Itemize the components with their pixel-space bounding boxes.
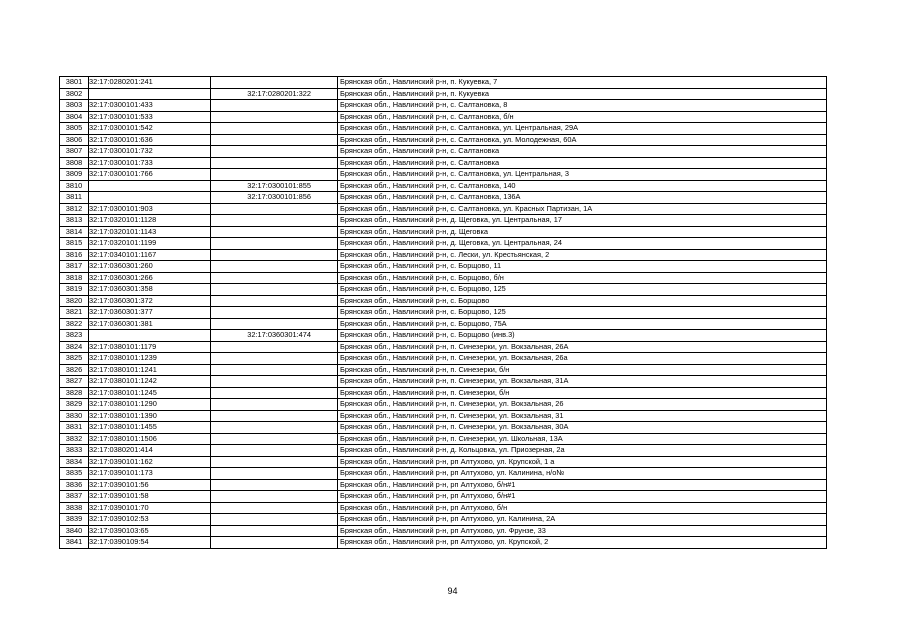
row-number-cell: 3808 xyxy=(60,157,89,169)
cadastral-number-alt-cell xyxy=(211,491,338,503)
cadastral-number-cell: 32:17:0380101:1506 xyxy=(89,433,211,445)
cadastral-number-cell: 32:17:0380101:1245 xyxy=(89,387,211,399)
cadastral-number-alt-cell xyxy=(211,111,338,123)
address-cell: Брянская обл., Навлинский р-н, д. Щеговка, ул. Центральная, 24 xyxy=(338,238,827,250)
address-cell: Брянская обл., Навлинский р-н, рп Алтухово, б/н#1 xyxy=(338,491,827,503)
row-number-cell: 3829 xyxy=(60,399,89,411)
address-cell: Брянская обл., Навлинский р-н, рп Алтухово, ул. Крупской, 2 xyxy=(338,537,827,549)
address-cell: Брянская обл., Навлинский р-н, д. Кольцовка, ул. Приозерная, 2а xyxy=(338,445,827,457)
cadastral-number-alt-cell xyxy=(211,215,338,227)
cadastral-number-cell: 32:17:0300101:433 xyxy=(89,100,211,112)
row-number-cell: 3832 xyxy=(60,433,89,445)
row-number-cell: 3836 xyxy=(60,479,89,491)
row-number-cell: 3839 xyxy=(60,514,89,526)
address-cell: Брянская обл., Навлинский р-н, п. Кукуевка xyxy=(338,88,827,100)
table-row xyxy=(60,468,827,480)
cadastral-number-alt-cell xyxy=(211,307,338,319)
table-row xyxy=(60,295,827,307)
cadastral-number-cell: 32:17:0280201:241 xyxy=(89,77,211,89)
address-cell: Брянская обл., Навлинский р-н, с. Салтановка xyxy=(338,157,827,169)
cadastral-number-alt-cell xyxy=(211,134,338,146)
cadastral-number-cell: 32:17:0360301:358 xyxy=(89,284,211,296)
table-row xyxy=(60,318,827,330)
cadastral-number-cell: 32:17:0300101:732 xyxy=(89,146,211,158)
cadastral-number-alt-cell xyxy=(211,433,338,445)
row-number-cell: 3811 xyxy=(60,192,89,204)
cadastral-number-cell: 32:17:0390109:54 xyxy=(89,537,211,549)
cadastral-number-cell: 32:17:0320101:1143 xyxy=(89,226,211,238)
cadastral-number-alt-cell xyxy=(211,537,338,549)
cadastral-number-alt-cell: 32:17:0360301:474 xyxy=(211,330,338,342)
row-number-cell: 3821 xyxy=(60,307,89,319)
row-number-cell: 3815 xyxy=(60,238,89,250)
cadastral-number-alt-cell xyxy=(211,284,338,296)
cadastral-number-cell: 32:17:0360301:377 xyxy=(89,307,211,319)
table-row xyxy=(60,192,827,204)
cadastral-number-alt-cell xyxy=(211,502,338,514)
address-cell: Брянская обл., Навлинский р-н, рп Алтухово, ул. Калинина, 2А xyxy=(338,514,827,526)
row-number-cell: 3802 xyxy=(60,88,89,100)
cadastral-number-cell xyxy=(89,180,211,192)
table-row xyxy=(60,272,827,284)
table-row xyxy=(60,479,827,491)
table-row xyxy=(60,514,827,526)
table-row xyxy=(60,387,827,399)
cadastral-number-alt-cell xyxy=(211,410,338,422)
cadastral-number-cell: 32:17:0360301:372 xyxy=(89,295,211,307)
cadastral-number-alt-cell: 32:17:0300101:856 xyxy=(211,192,338,204)
row-number-cell: 3813 xyxy=(60,215,89,227)
table-row xyxy=(60,77,827,89)
address-cell: Брянская обл., Навлинский р-н, п. Синезерки, ул. Школьная, 13А xyxy=(338,433,827,445)
cadastral-number-cell xyxy=(89,192,211,204)
cadastral-number-cell: 32:17:0390101:58 xyxy=(89,491,211,503)
address-cell: Брянская обл., Навлинский р-н, с. Борщово, 11 xyxy=(338,261,827,273)
row-number-cell: 3804 xyxy=(60,111,89,123)
cadastral-number-cell: 32:17:0380101:1239 xyxy=(89,353,211,365)
address-cell: Брянская обл., Навлинский р-н, п. Синезерки, ул. Вокзальная, 31 xyxy=(338,410,827,422)
address-cell: Брянская обл., Навлинский р-н, п. Синезерки, ул. Вокзальная, 31А xyxy=(338,376,827,388)
row-number-cell: 3812 xyxy=(60,203,89,215)
cadastral-number-alt-cell xyxy=(211,169,338,181)
row-number-cell: 3818 xyxy=(60,272,89,284)
cadastral-number-cell xyxy=(89,330,211,342)
address-cell: Брянская обл., Навлинский р-н, п. Синезерки, б/н xyxy=(338,387,827,399)
address-cell: Брянская обл., Навлинский р-н, с. Салтановка, ул. Молодежная, 60А xyxy=(338,134,827,146)
address-cell: Брянская обл., Навлинский р-н, с. Салтановка, 8 xyxy=(338,100,827,112)
address-cell: Брянская обл., Навлинский р-н, рп Алтухово, ул. Калинина, н/о№ xyxy=(338,468,827,480)
row-number-cell: 3819 xyxy=(60,284,89,296)
address-cell: Брянская обл., Навлинский р-н, с. Салтановка, ул. Красных Партизан, 1А xyxy=(338,203,827,215)
table-row xyxy=(60,376,827,388)
row-number-cell: 3826 xyxy=(60,364,89,376)
address-cell: Брянская обл., Навлинский р-н, с. Салтановка, 136А xyxy=(338,192,827,204)
cadastral-number-alt-cell xyxy=(211,203,338,215)
table-row xyxy=(60,249,827,261)
address-cell: Брянская обл., Навлинский р-н, с. Борщово, 75А xyxy=(338,318,827,330)
cadastral-number-cell: 32:17:0300101:542 xyxy=(89,123,211,135)
table-row xyxy=(60,364,827,376)
cadastral-number-alt-cell xyxy=(211,77,338,89)
property-registry-table xyxy=(59,76,827,549)
address-cell: Брянская обл., Навлинский р-н, п. Синезерки, ул. Вокзальная, 26а xyxy=(338,353,827,365)
cadastral-number-cell: 32:17:0380201:414 xyxy=(89,445,211,457)
table-row xyxy=(60,353,827,365)
table-row xyxy=(60,215,827,227)
table-row xyxy=(60,399,827,411)
address-cell: Брянская обл., Навлинский р-н, рп Алтухово, ул. Фрунзе, 33 xyxy=(338,525,827,537)
table-row xyxy=(60,100,827,112)
table-row xyxy=(60,422,827,434)
table-row xyxy=(60,491,827,503)
cadastral-number-cell: 32:17:0300101:766 xyxy=(89,169,211,181)
cadastral-number-cell: 32:17:0360301:381 xyxy=(89,318,211,330)
cadastral-number-cell: 32:17:0320101:1199 xyxy=(89,238,211,250)
address-cell: Брянская обл., Навлинский р-н, рп Алтухово, ул. Крупской, 1 а xyxy=(338,456,827,468)
page-number: 94 xyxy=(447,586,458,596)
table-row xyxy=(60,410,827,422)
table-row xyxy=(60,525,827,537)
table-row xyxy=(60,180,827,192)
cadastral-number-alt-cell xyxy=(211,456,338,468)
address-cell: Брянская обл., Навлинский р-н, с. Борщово, б/н xyxy=(338,272,827,284)
address-cell: Брянская обл., Навлинский р-н, с. Салтановка, ул. Центральная, 3 xyxy=(338,169,827,181)
cadastral-number-alt-cell xyxy=(211,525,338,537)
cadastral-number-alt-cell xyxy=(211,341,338,353)
address-cell: Брянская обл., Навлинский р-н, п. Синезерки, ул. Вокзальная, 26 xyxy=(338,399,827,411)
row-number-cell: 3803 xyxy=(60,100,89,112)
row-number-cell: 3835 xyxy=(60,468,89,480)
cadastral-number-cell: 32:17:0380101:1290 xyxy=(89,399,211,411)
address-cell: Брянская обл., Навлинский р-н, п. Синезерки, ул. Вокзальная, 26А xyxy=(338,341,827,353)
cadastral-number-alt-cell xyxy=(211,123,338,135)
table-row xyxy=(60,445,827,457)
row-number-cell: 3841 xyxy=(60,537,89,549)
address-cell: Брянская обл., Навлинский р-н, с. Борщово xyxy=(338,295,827,307)
cadastral-number-cell: 32:17:0300101:636 xyxy=(89,134,211,146)
address-cell: Брянская обл., Навлинский р-н, с. Лески, ул. Крестьянская, 2 xyxy=(338,249,827,261)
table-row xyxy=(60,146,827,158)
cadastral-number-alt-cell xyxy=(211,146,338,158)
cadastral-number-alt-cell xyxy=(211,514,338,526)
table-row xyxy=(60,111,827,123)
row-number-cell: 3816 xyxy=(60,249,89,261)
table-row xyxy=(60,456,827,468)
cadastral-number-cell: 32:17:0380101:1241 xyxy=(89,364,211,376)
row-number-cell: 3822 xyxy=(60,318,89,330)
address-cell: Брянская обл., Навлинский р-н, с. Салтановка, 140 xyxy=(338,180,827,192)
cadastral-number-cell: 32:17:0390103:65 xyxy=(89,525,211,537)
cadastral-number-alt-cell xyxy=(211,445,338,457)
table-row xyxy=(60,238,827,250)
row-number-cell: 3833 xyxy=(60,445,89,457)
cadastral-number-cell: 32:17:0320101:1128 xyxy=(89,215,211,227)
row-number-cell: 3830 xyxy=(60,410,89,422)
address-cell: Брянская обл., Навлинский р-н, с. Салтановка xyxy=(338,146,827,158)
row-number-cell: 3837 xyxy=(60,491,89,503)
table-row xyxy=(60,123,827,135)
cadastral-number-cell: 32:17:0390101:70 xyxy=(89,502,211,514)
row-number-cell: 3831 xyxy=(60,422,89,434)
cadastral-number-cell: 32:17:0360301:260 xyxy=(89,261,211,273)
cadastral-number-cell: 32:17:0300101:903 xyxy=(89,203,211,215)
table-body xyxy=(60,77,827,549)
row-number-cell: 3817 xyxy=(60,261,89,273)
cadastral-number-alt-cell xyxy=(211,353,338,365)
table-row xyxy=(60,157,827,169)
address-cell: Брянская обл., Навлинский р-н, с. Салтановка, б/н xyxy=(338,111,827,123)
cadastral-number-cell: 32:17:0360301:266 xyxy=(89,272,211,284)
cadastral-number-cell: 32:17:0380101:1455 xyxy=(89,422,211,434)
table-row xyxy=(60,284,827,296)
cadastral-number-alt-cell xyxy=(211,272,338,284)
cadastral-number-cell: 32:17:0300101:733 xyxy=(89,157,211,169)
cadastral-number-alt-cell xyxy=(211,100,338,112)
cadastral-number-alt-cell xyxy=(211,479,338,491)
row-number-cell: 3828 xyxy=(60,387,89,399)
cadastral-number-alt-cell xyxy=(211,387,338,399)
address-cell: Брянская обл., Навлинский р-н, с. Борщово, 125 xyxy=(338,307,827,319)
row-number-cell: 3827 xyxy=(60,376,89,388)
cadastral-number-alt-cell xyxy=(211,157,338,169)
row-number-cell: 3840 xyxy=(60,525,89,537)
cadastral-number-alt-cell xyxy=(211,261,338,273)
table-row xyxy=(60,169,827,181)
cadastral-number-alt-cell xyxy=(211,318,338,330)
cadastral-number-alt-cell: 32:17:0280201:322 xyxy=(211,88,338,100)
row-number-cell: 3814 xyxy=(60,226,89,238)
cadastral-number-alt-cell xyxy=(211,364,338,376)
cadastral-number-alt-cell xyxy=(211,295,338,307)
cadastral-number-cell: 32:17:0390101:56 xyxy=(89,479,211,491)
row-number-cell: 3824 xyxy=(60,341,89,353)
cadastral-number-cell: 32:17:0390101:173 xyxy=(89,468,211,480)
cadastral-number-cell: 32:17:0300101:533 xyxy=(89,111,211,123)
address-cell: Брянская обл., Навлинский р-н, п. Кукуевка, 7 xyxy=(338,77,827,89)
address-cell: Брянская обл., Навлинский р-н, с. Борщово (инв.3) xyxy=(338,330,827,342)
row-number-cell: 3805 xyxy=(60,123,89,135)
address-cell: Брянская обл., Навлинский р-н, д. Щеговка, ул. Центральная, 17 xyxy=(338,215,827,227)
table-row xyxy=(60,261,827,273)
cadastral-number-cell: 32:17:0380101:1242 xyxy=(89,376,211,388)
table-row xyxy=(60,134,827,146)
table-row xyxy=(60,226,827,238)
address-cell: Брянская обл., Навлинский р-н, п. Синезерки, ул. Вокзальная, 30А xyxy=(338,422,827,434)
cadastral-number-alt-cell: 32:17:0300101:855 xyxy=(211,180,338,192)
table-row xyxy=(60,203,827,215)
table-row xyxy=(60,537,827,549)
cadastral-number-cell: 32:17:0390102:53 xyxy=(89,514,211,526)
cadastral-number-alt-cell xyxy=(211,249,338,261)
row-number-cell: 3801 xyxy=(60,77,89,89)
row-number-cell: 3834 xyxy=(60,456,89,468)
cadastral-number-alt-cell xyxy=(211,226,338,238)
cadastral-number-alt-cell xyxy=(211,399,338,411)
row-number-cell: 3823 xyxy=(60,330,89,342)
row-number-cell: 3820 xyxy=(60,295,89,307)
cadastral-number-alt-cell xyxy=(211,238,338,250)
table-row xyxy=(60,88,827,100)
table-row xyxy=(60,341,827,353)
row-number-cell: 3806 xyxy=(60,134,89,146)
address-cell: Брянская обл., Навлинский р-н, рп Алтухово, б/н xyxy=(338,502,827,514)
cadastral-number-cell xyxy=(89,88,211,100)
row-number-cell: 3838 xyxy=(60,502,89,514)
table-row xyxy=(60,502,827,514)
address-cell: Брянская обл., Навлинский р-н, д. Щеговка xyxy=(338,226,827,238)
table-row xyxy=(60,330,827,342)
table-row xyxy=(60,307,827,319)
address-cell: Брянская обл., Навлинский р-н, с. Салтановка, ул. Центральная, 29А xyxy=(338,123,827,135)
row-number-cell: 3807 xyxy=(60,146,89,158)
row-number-cell: 3809 xyxy=(60,169,89,181)
address-cell: Брянская обл., Навлинский р-н, с. Борщово, 125 xyxy=(338,284,827,296)
cadastral-number-cell: 32:17:0380101:1390 xyxy=(89,410,211,422)
cadastral-number-alt-cell xyxy=(211,422,338,434)
address-cell: Брянская обл., Навлинский р-н, п. Синезерки, б/н xyxy=(338,364,827,376)
cadastral-number-cell: 32:17:0390101:162 xyxy=(89,456,211,468)
cadastral-number-alt-cell xyxy=(211,468,338,480)
row-number-cell: 3825 xyxy=(60,353,89,365)
cadastral-number-alt-cell xyxy=(211,376,338,388)
cadastral-number-cell: 32:17:0380101:1179 xyxy=(89,341,211,353)
row-number-cell: 3810 xyxy=(60,180,89,192)
cadastral-number-cell: 32:17:0340101:1167 xyxy=(89,249,211,261)
address-cell: Брянская обл., Навлинский р-н, рп Алтухово, б/н#1 xyxy=(338,479,827,491)
table-row xyxy=(60,433,827,445)
